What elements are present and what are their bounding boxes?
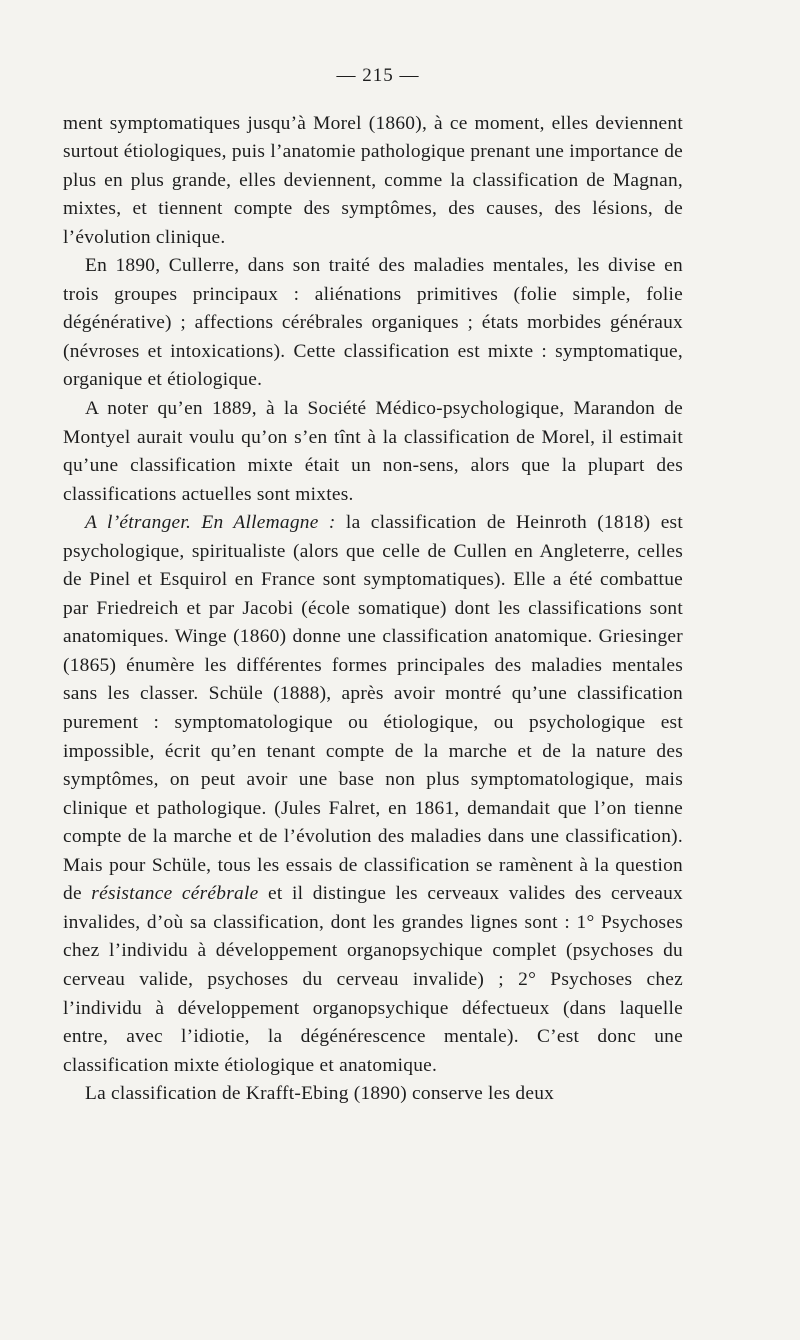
paragraph-body-tail: et il distingue les cerveaux valides des cerveaux invalides, d’où sa classification, dont les grandes lignes sont : 1° Psychoses chez l’individu à développement organopsychique complet (psychoses du cerveau valide, psychoses du cerveau invalide) ; 2° Psychoses chez l’individu à développement organopsychique défectueux (dans laquelle entre, avec l’idiotie, la dégénérescence mentale). C’est donc une classification mixte étiologique et anatomique. (63, 883, 683, 1076)
section-lead-italic: A l’étranger. En Allemagne : (85, 512, 336, 534)
paragraph-cullerre: En 1890, Cullerre, dans son traité des maladies mentales, les divise en trois groupes principaux : aliénations primitives (folie simple, folie dégénérative) ; affections cérébrales organiques ; états morbides généraux (névroses et intoxications). Cette classification est mixte : symptomatique, organique et étiologique. (63, 255, 683, 391)
paragraph-continuation: ment symptomatiques jusqu’à Morel (1860), à ce moment, elles deviennent surtout étiologiques, puis l’anatomie pathologique prenant une importance de plus en plus grande, elles deviennent, comme la classification de Magnan, mixtes, et tiennent compte des symptômes, des causes, des lésions, de l’évolution clinique. (63, 112, 683, 248)
paragraph-marandon: A noter qu’en 1889, à la Société Médico-psychologique, Marandon de Montyel aurait voulu qu’on s’en tînt à la classification de Morel, il estimait qu’une classification mixte était un non-sens, alors que la plupart des classifications actuelles sont mixtes. (63, 398, 683, 505)
paragraph-etranger (63, 509, 683, 1080)
paragraph-body: la classification de Heinroth (1818) est psychologique, spiritualiste (alors que celle de Cullen en Angleterre, celles de Pinel et Esquirol en France sont symptomatiques). Elle a été combattue par Friedreich et par Jacobi (école somatique) dont les classifications sont anatomiques. Winge (1860) donne une classification anatomique. Griesinger (1865) énumère les différentes formes principales des maladies mentales sans les classer. Schüle (1888), après avoir montré qu’une classification purement : symptomatologique ou étiologique, ou psychologique est impossible, écrit qu’en tenant compte de la marche et de la nature des symptômes, on peut avoir une base non plus symptomatologique, mais clinique et pathologique. (Jules Falret, en 1861, demandait que l’on tienne compte de la marche et de l’évolution des maladies dans une classification). Mais pour Schüle, tous les essais de classification se ramènent à la question de (63, 512, 683, 905)
page-number: — 215 — (336, 65, 420, 86)
document-page (63, 62, 683, 1109)
paragraph-krafft-ebing: La classification de Krafft-Ebing (1890) conserve les deux (85, 1083, 555, 1105)
italic-term: résistance cérébrale (91, 883, 259, 905)
